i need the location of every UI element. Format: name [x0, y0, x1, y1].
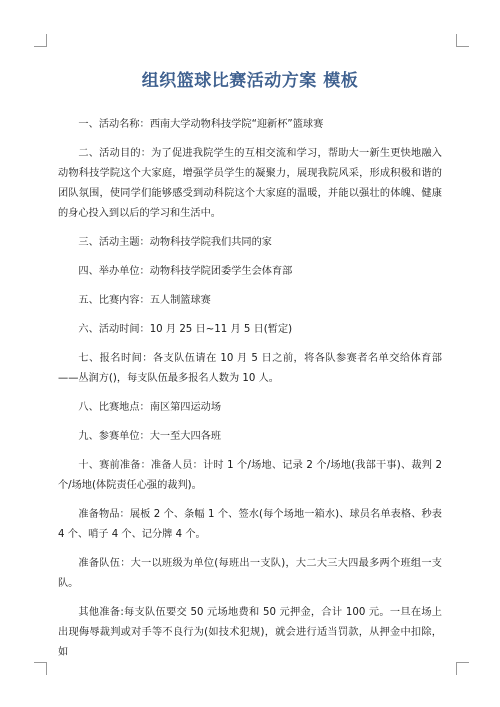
paragraph-activity-purpose: 二、活动目的：为了促进我院学生的互相交流和学习，帮助大一新生更快地融入动物科技学院这个大家庭，增强学员学生的凝聚力，展现我院风采，形成积极和谐的团队氛围，使同学们能够感受到动科院这个大家庭的温暖，并能以强壮的体魄、健康的身心投入到以后的学习和生活中。 — [58, 148, 442, 219]
paragraph-other-preparation: 其他准备:每支队伍要交 50 元场地费和 50 元押金，合计 100 元。一旦在场上出现侮辱裁判或对手等不良行为(如技术犯规)，就会进行适当罚款，从押金中扣除，如 — [58, 607, 442, 658]
document-page — [58, 66, 442, 672]
paragraph-activity-name: 一、活动名称：西南大学动物科技学院“迎新杯”篮球赛 — [78, 119, 324, 130]
paragraph-registration-time: 七、报名时间：各支队伍请在 10 月 5 日之前，将各队参赛者名单交给体育部——丛润方()，每支队伍最多报名人数为 10 人。 — [58, 353, 442, 384]
document-title: 组织篮球比赛活动方案 模板 — [141, 71, 359, 91]
crop-mark-bottom-left — [34, 662, 47, 675]
crop-mark-top-right — [456, 34, 469, 47]
paragraph-participants: 九、参赛单位：大一至大四各班 — [78, 431, 222, 442]
paragraph-venue: 八、比赛地点：南区第四运动场 — [78, 402, 222, 413]
paragraph-organizer: 四、举办单位：动物科技学院团委学生会体育部 — [78, 266, 293, 277]
paragraph-preparation-teams: 准备队伍：大一以班级为单位(每班出一支队)，大二大三大四最多两个班组一支队。 — [58, 558, 442, 589]
paragraph-preparation-staff: 十、赛前准备：准备人员：计时 1 个/场地、记录 2 个/场地(我部干事)、裁判 2 个/场地(体院责任心强的裁判)。 — [58, 460, 442, 491]
paragraph-activity-time: 六、活动时间：10 月 25 日~11 月 5 日(暂定) — [78, 324, 293, 335]
paragraph-activity-theme: 三、活动主题：动物科技学院我们共同的家 — [78, 237, 272, 248]
paragraph-competition-content: 五、比赛内容：五人制篮球赛 — [78, 295, 211, 306]
crop-mark-bottom-right — [456, 662, 469, 675]
crop-mark-top-left — [34, 34, 47, 47]
paragraph-preparation-items: 准备物品：展板 2 个、条幅 1 个、签水(每个场地一箱水)、球员名单表格、秒表 4 个、哨子 4 个、记分牌 4 个。 — [58, 509, 442, 540]
